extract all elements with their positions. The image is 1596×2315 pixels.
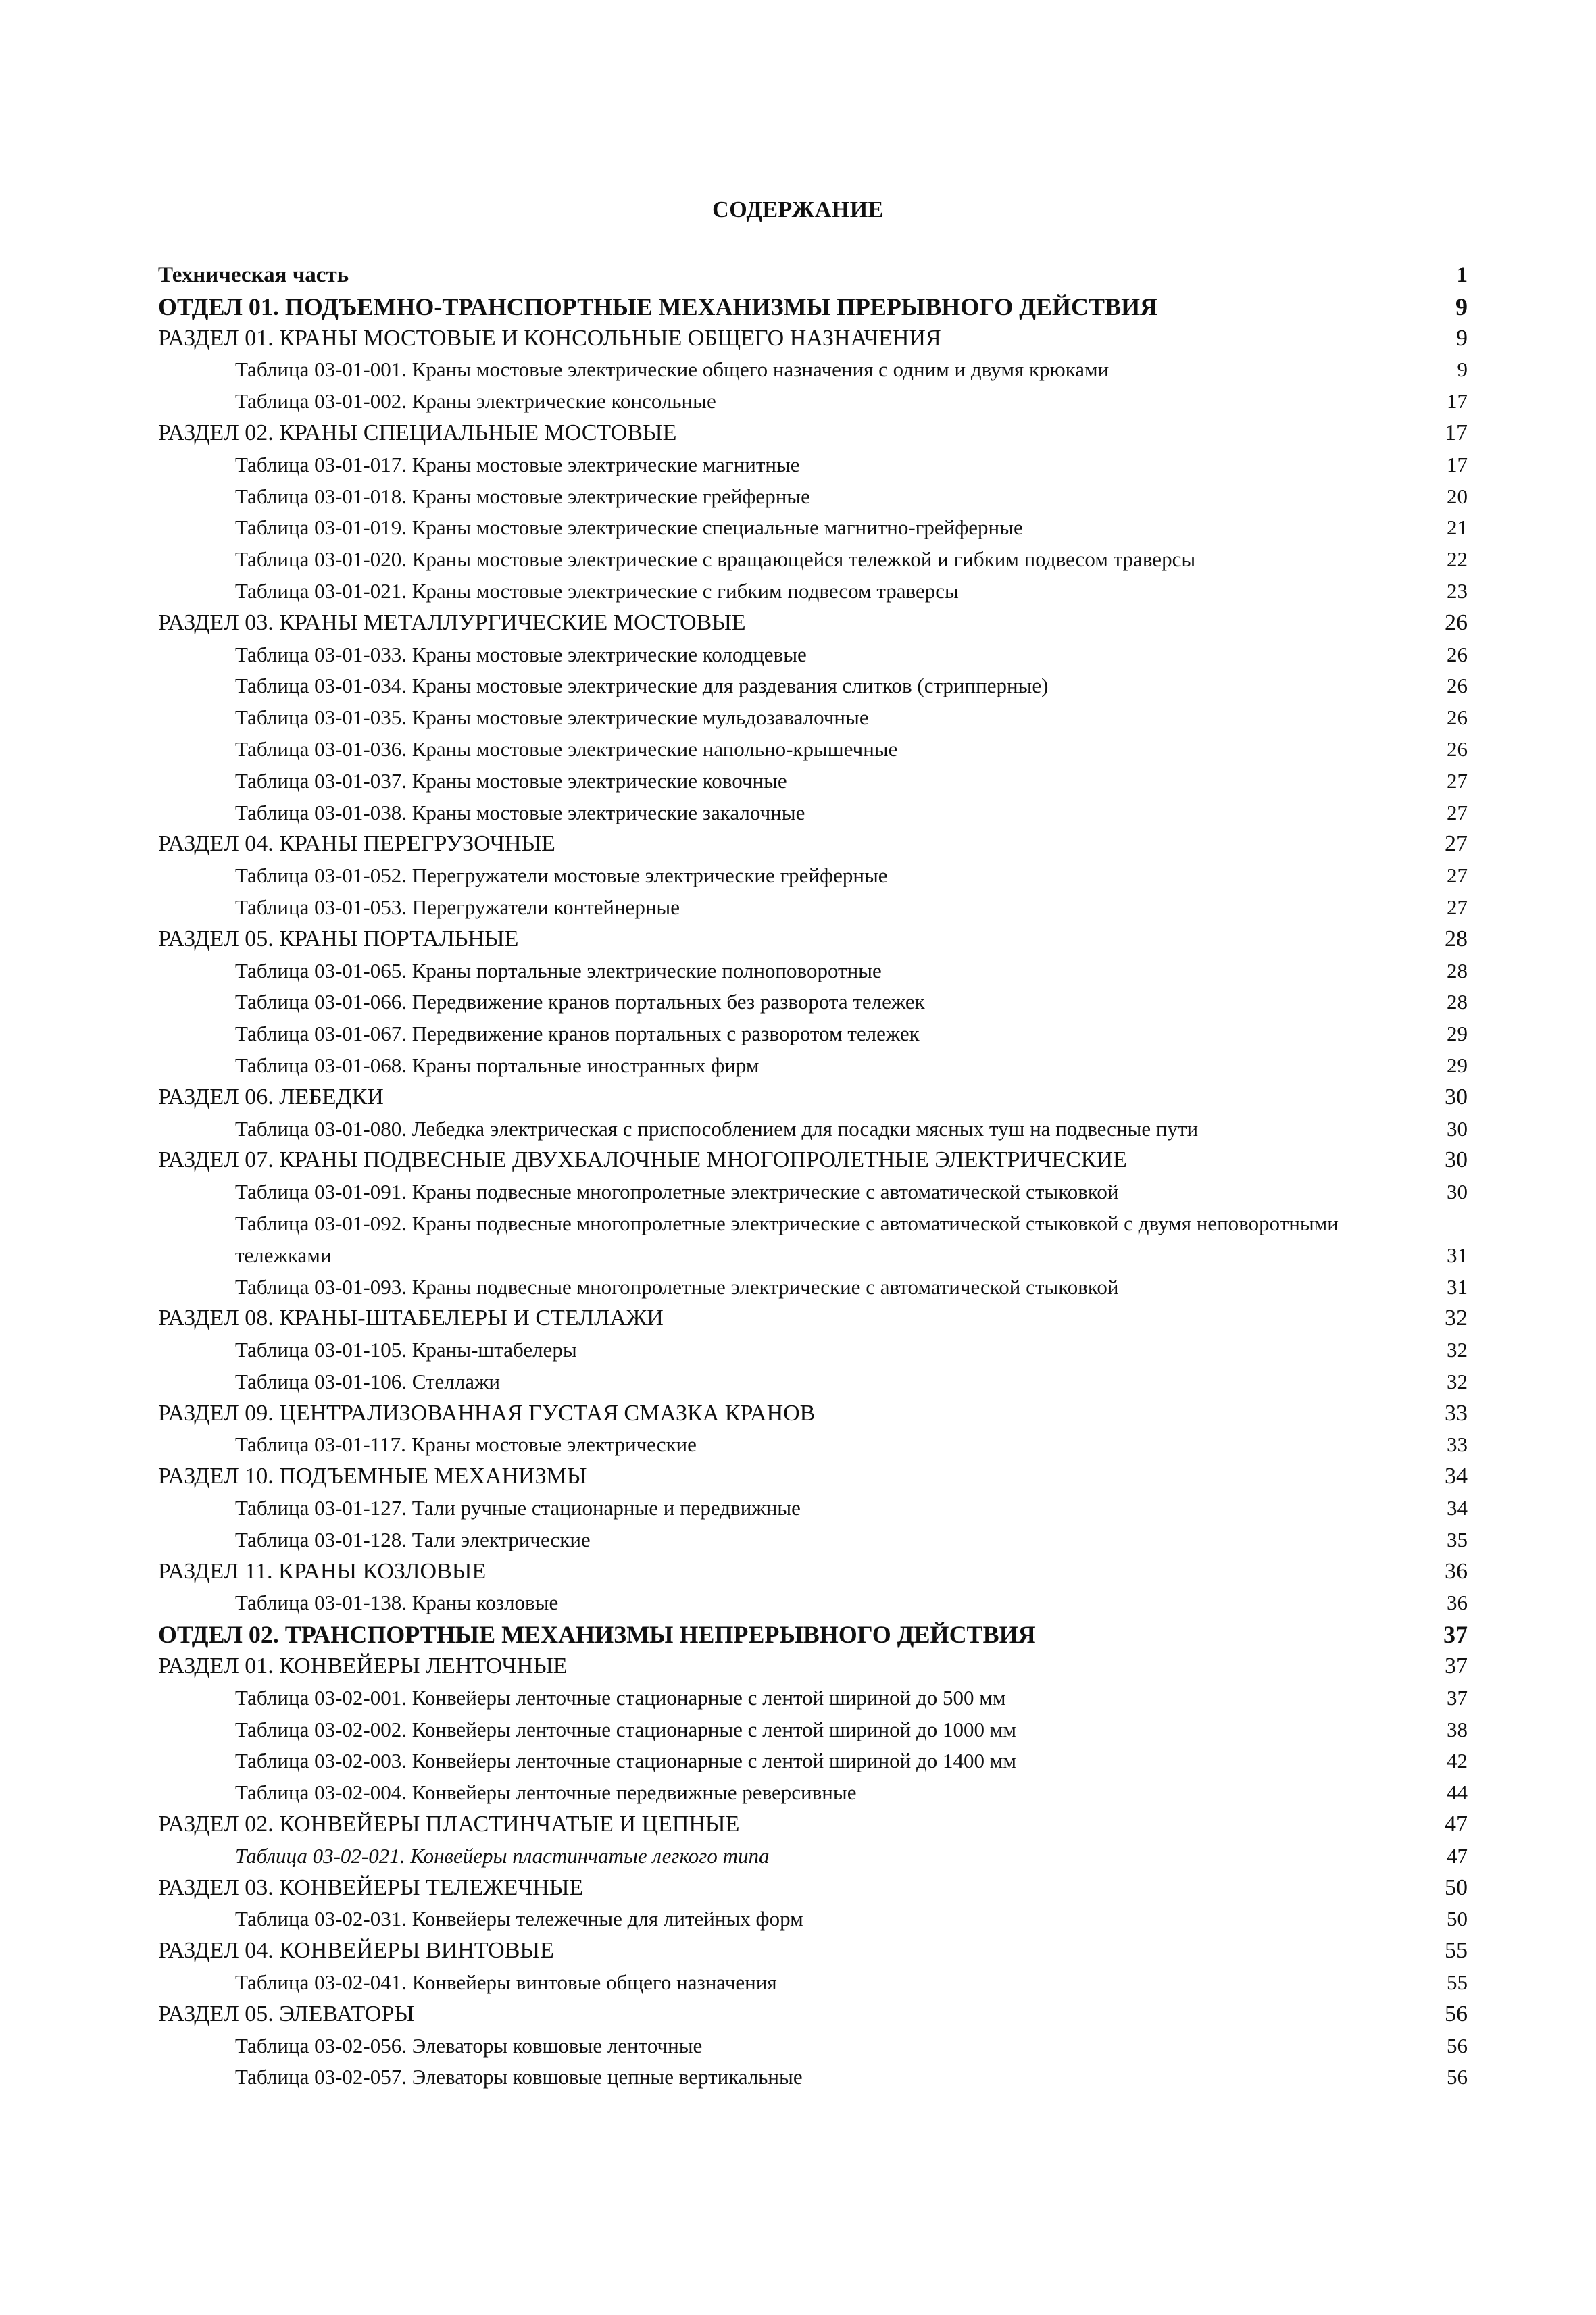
toc-entry-table[interactable]	[158, 449, 1468, 481]
toc-page-number: 26	[1445, 609, 1468, 635]
toc-page-number: 9	[1455, 293, 1468, 320]
toc-entry-table[interactable]	[158, 1335, 1468, 1366]
toc-entry-text: РАЗДЕЛ 10. ПОДЪЕМНЫЕ МЕХАНИЗМЫ	[158, 1464, 587, 1489]
toc-page-number: 20	[1447, 484, 1468, 508]
toc-entry-text: Таблица 03-01-067. Передвижение кранов портальных с разворотом тележек	[235, 1022, 920, 1046]
toc-page-number: 56	[1447, 2033, 1468, 2058]
toc-entry-text: Таблица 03-02-056. Элеваторы ковшовые ленточные	[235, 2033, 703, 2058]
toc-page-number: 32	[1445, 1305, 1468, 1331]
toc-entry-text: Таблица 03-01-035. Краны мостовые электрические мульдозавалочные	[235, 705, 869, 730]
toc-entry-text: РАЗДЕЛ 11. КРАНЫ КОЗЛОВЫЕ	[158, 1558, 487, 1584]
toc-entry-table[interactable]	[158, 1176, 1468, 1208]
toc-entry-text: Таблица 03-01-091. Краны подвесные многопролетные электрические с автоматической стыковкой	[235, 1180, 1119, 1204]
toc-entry-text: ОТДЕЛ 02. ТРАНСПОРТНЫЕ МЕХАНИЗМЫ НЕПРЕРЫВНОГО ДЕЙСТВИЯ	[158, 1621, 1036, 1649]
toc-entry-table[interactable]	[158, 1524, 1468, 1556]
toc-page-number: 30	[1445, 1147, 1468, 1173]
toc-entry-dept[interactable]	[158, 1619, 1468, 1651]
toc-page-number: 30	[1447, 1180, 1468, 1204]
toc-page-number: 42	[1447, 1749, 1468, 1773]
toc-entry-table[interactable]	[158, 1493, 1468, 1524]
toc-entry-table[interactable]	[158, 481, 1468, 513]
toc-entry-table[interactable]	[158, 1587, 1468, 1619]
toc-page-number: 56	[1445, 2001, 1468, 2026]
toc-entry-table[interactable]	[158, 1272, 1468, 1303]
toc-entry-text: Таблица 03-01-138. Краны козловые	[235, 1591, 559, 1615]
toc-entry-table[interactable]	[158, 1903, 1468, 1935]
toc-entry-text: РАЗДЕЛ 05. КРАНЫ ПОРТАЛЬНЫЕ	[158, 926, 519, 951]
toc-entry-text: РАЗДЕЛ 01. КОНВЕЙЕРЫ ЛЕНТОЧНЫЕ	[158, 1653, 568, 1679]
toc-entry-text: РАЗДЕЛ 09. ЦЕНТРАЛИЗОВАННАЯ ГУСТАЯ СМАЗКА КРАНОВ	[158, 1400, 816, 1426]
toc-page-number: 31	[1447, 1243, 1468, 1267]
toc-page-number: 56	[1447, 2065, 1468, 2089]
toc-entry-text: Таблица 03-01-019. Краны мостовые электрические специальные магнитно-грейферные	[235, 516, 1023, 540]
toc-entry-text: РАЗДЕЛ 04. КОНВЕЙЕРЫ ВИНТОВЫЕ	[158, 1938, 554, 1964]
toc-entry-table[interactable]	[158, 544, 1468, 576]
toc-entry-text: ОТДЕЛ 01. ПОДЪЕМНО-ТРАНСПОРТНЫЕ МЕХАНИЗМЫ ПРЕРЫВНОГО ДЕЙСТВИЯ	[158, 293, 1158, 320]
toc-page-number: 26	[1447, 642, 1468, 666]
toc-entry-table[interactable]	[158, 639, 1468, 671]
toc-entry-text: РАЗДЕЛ 03. КОНВЕЙЕРЫ ТЕЛЕЖЕЧНЫЕ	[158, 1874, 584, 1900]
toc-entry-table[interactable]	[158, 1967, 1468, 1999]
toc-page-number: 50	[1447, 1907, 1468, 1931]
table-of-contents	[158, 259, 1468, 2093]
toc-entry-text: Таблица 03-02-021. Конвейеры пластинчатые легкого типа	[235, 1843, 770, 1868]
toc-entry-table[interactable]	[158, 1777, 1468, 1809]
toc-entry-text: Таблица 03-01-117. Краны мостовые электрические	[235, 1433, 697, 1457]
toc-entry-sec[interactable]	[158, 1872, 1468, 1904]
toc-page-number: 1	[1456, 263, 1468, 287]
toc-entry-sec[interactable]	[158, 924, 1468, 955]
toc-page-number: 27	[1447, 768, 1468, 793]
toc-entry-text: Таблица 03-01-033. Краны мостовые электрические колодцевые	[235, 642, 807, 666]
toc-entry-text: Техническая часть	[158, 263, 349, 287]
toc-entry-table[interactable]	[158, 2031, 1468, 2062]
toc-entry-text: Таблица 03-01-105. Краны-штабелеры	[235, 1338, 577, 1362]
toc-entry-sec[interactable]	[158, 607, 1468, 639]
toc-page-number: 32	[1447, 1338, 1468, 1362]
toc-page-number: 32	[1447, 1369, 1468, 1393]
toc-page-number: 17	[1445, 420, 1468, 445]
toc-entry-table[interactable]	[158, 860, 1468, 892]
toc-entry-table[interactable]	[158, 576, 1468, 607]
toc-page-number: 9	[1456, 325, 1468, 351]
toc-entry-table[interactable]	[158, 1745, 1468, 1777]
toc-entry-table[interactable]	[158, 1429, 1468, 1461]
toc-entry-text: РАЗДЕЛ 07. КРАНЫ ПОДВЕСНЫЕ ДВУХБАЛОЧНЫЕ МНОГОПРОЛЕТНЫЕ ЭЛЕКТРИЧЕСКИЕ	[158, 1147, 1127, 1173]
toc-entry-table[interactable]	[158, 1366, 1468, 1398]
toc-page-number: 44	[1447, 1781, 1468, 1805]
toc-entry-text: РАЗДЕЛ 03. КРАНЫ МЕТАЛЛУРГИЧЕСКИЕ МОСТОВЫЕ	[158, 609, 746, 635]
toc-page-number: 26	[1447, 674, 1468, 698]
toc-page-number: 28	[1447, 990, 1468, 1014]
toc-entry-text: Таблица 03-02-001. Конвейеры ленточные стационарные с лентой шириной до 500 мм	[235, 1685, 1006, 1710]
toc-page-number: 33	[1447, 1433, 1468, 1457]
toc-page-number: 26	[1447, 705, 1468, 730]
toc-entry-text: Таблица 03-01-020. Краны мостовые электрические с вращающейся тележкой и гибким подвесом траверсы	[235, 547, 1196, 572]
toc-page-number: 26	[1447, 737, 1468, 761]
toc-page-number: 17	[1447, 389, 1468, 414]
toc-entry-table[interactable]	[158, 670, 1468, 702]
toc-entry-text: Таблица 03-01-038. Краны мостовые электрические закалочные	[235, 800, 805, 824]
toc-page-number: 55	[1445, 1938, 1468, 1964]
toc-page-number: 29	[1447, 1022, 1468, 1046]
page-title: СОДЕРЖАНИЕ	[712, 197, 884, 222]
toc-entry-text: РАЗДЕЛ 02. КОНВЕЙЕРЫ ПЛАСТИНЧАТЫЕ И ЦЕПНЫЕ	[158, 1812, 740, 1837]
toc-entry-text: РАЗДЕЛ 04. КРАНЫ ПЕРЕГРУЗОЧНЫЕ	[158, 831, 555, 857]
toc-page-number: 34	[1445, 1464, 1468, 1489]
toc-entry-table[interactable]	[158, 386, 1468, 418]
toc-entry-dept[interactable]	[158, 291, 1468, 323]
toc-entry-text: Таблица 03-01-128. Тали электрические	[235, 1527, 591, 1551]
toc-page-number: 30	[1447, 1116, 1468, 1141]
toc-entry-sec[interactable]	[158, 1809, 1468, 1841]
toc-entry-table[interactable]	[158, 1208, 1468, 1272]
toc-entry-text: Таблица 03-01-053. Перегружатели контейнерные	[235, 895, 680, 919]
toc-entry-table[interactable]	[158, 955, 1468, 987]
toc-entry-sec[interactable]	[158, 418, 1468, 449]
toc-entry-text: Таблица 03-02-004. Конвейеры ленточные передвижные реверсивные	[235, 1781, 857, 1805]
toc-entry-table[interactable]	[158, 987, 1468, 1018]
toc-entry-text: Таблица 03-02-003. Конвейеры ленточные стационарные с лентой шириной до 1400 мм	[235, 1749, 1016, 1773]
toc-entry-main[interactable]	[158, 259, 1468, 291]
toc-page-number: 37	[1445, 1653, 1468, 1679]
toc-entry-sec[interactable]	[158, 1935, 1468, 1967]
toc-entry-text: Таблица 03-01-066. Передвижение кранов портальных без разворота тележек	[235, 990, 925, 1014]
toc-entry-sec[interactable]	[158, 1145, 1468, 1176]
toc-page-number: 27	[1447, 864, 1468, 888]
toc-entry-text: Таблица 03-01-052. Перегружатели мостовые электрические грейферные	[235, 864, 888, 888]
toc-entry-table[interactable]	[158, 766, 1468, 797]
toc-entry-sec[interactable]	[158, 1303, 1468, 1335]
toc-entry-sec[interactable]	[158, 323, 1468, 355]
toc-page-number: 17	[1447, 452, 1468, 476]
toc-page-number: 21	[1447, 516, 1468, 540]
toc-entry-table[interactable]	[158, 702, 1468, 734]
toc-page-number: 34	[1447, 1496, 1468, 1520]
toc-entry-text: Таблица 03-02-041. Конвейеры винтовые общего назначения	[235, 1970, 777, 1995]
toc-entry-text: РАЗДЕЛ 08. КРАНЫ-ШТАБЕЛЕРЫ И СТЕЛЛАЖИ	[158, 1305, 664, 1331]
toc-entry-sec[interactable]	[158, 1999, 1468, 2031]
toc-entry-table[interactable]	[158, 512, 1468, 544]
toc-page-number: 9	[1457, 357, 1468, 382]
toc-entry-text: Таблица 03-01-093. Краны подвесные многопролетные электрические с автоматической стыковкой	[235, 1274, 1119, 1299]
toc-page-number: 36	[1447, 1591, 1468, 1615]
toc-entry-text: Таблица 03-01-065. Краны портальные электрические полноповоротные	[235, 958, 882, 982]
toc-entry-text: РАЗДЕЛ 02. КРАНЫ СПЕЦИАЛЬНЫЕ МОСТОВЫЕ	[158, 420, 677, 445]
toc-entry-table[interactable]	[158, 1714, 1468, 1746]
toc-page-number: 47	[1445, 1812, 1468, 1837]
toc-entry-text: РАЗДЕЛ 01. КРАНЫ МОСТОВЫЕ И КОНСОЛЬНЫЕ ОБЩЕГО НАЗНАЧЕНИЯ	[158, 325, 941, 351]
toc-page-number: 27	[1447, 895, 1468, 919]
toc-page-number: 37	[1443, 1621, 1468, 1649]
toc-page-number: 47	[1447, 1843, 1468, 1868]
toc-entry-table[interactable]	[158, 1114, 1468, 1145]
toc-entry-table[interactable]	[158, 797, 1468, 829]
toc-entry-table[interactable]	[158, 1841, 1468, 1872]
toc-page-number: 55	[1447, 1970, 1468, 1995]
toc-page-number: 28	[1445, 926, 1468, 951]
toc-entry-table[interactable]	[158, 1018, 1468, 1050]
toc-entry-text: Таблица 03-01-017. Краны мостовые электрические магнитные	[235, 452, 800, 476]
toc-entry-sec[interactable]	[158, 1461, 1468, 1493]
toc-entry-sec[interactable]	[158, 1398, 1468, 1430]
toc-entry-text: Таблица 03-01-068. Краны портальные иностранных фирм	[235, 1053, 759, 1077]
toc-entry-table[interactable]	[158, 892, 1468, 924]
toc-entry-sec[interactable]	[158, 1651, 1468, 1683]
toc-page-number: 22	[1447, 547, 1468, 572]
toc-entry-text: Таблица 03-01-127. Тали ручные стационарные и передвижные	[235, 1496, 801, 1520]
toc-page-number: 35	[1447, 1527, 1468, 1551]
toc-page-number: 27	[1445, 831, 1468, 857]
toc-entry-text: РАЗДЕЛ 05. ЭЛЕВАТОРЫ	[158, 2001, 414, 2026]
toc-page-number: 33	[1445, 1400, 1468, 1426]
toc-page-number: 38	[1447, 1717, 1468, 1741]
toc-entry-text: Таблица 03-01-018. Краны мостовые электрические грейферные	[235, 484, 810, 508]
toc-entry-text: Таблица 03-01-106. Стеллажи	[235, 1369, 501, 1393]
toc-entry-text: РАЗДЕЛ 06. ЛЕБЕДКИ	[158, 1084, 384, 1110]
toc-page-number: 50	[1445, 1874, 1468, 1900]
toc-page-number: 37	[1447, 1685, 1468, 1710]
toc-entry-text: Таблица 03-02-057. Элеваторы ковшовые цепные вертикальные	[235, 2065, 803, 2089]
toc-entry-text: Таблица 03-02-002. Конвейеры ленточные стационарные с лентой шириной до 1000 мм	[235, 1717, 1016, 1741]
toc-entry-text: Таблица 03-01-092. Краны подвесные многопролетные электрические с автоматической стыковкой с двумя неповоротными тележками	[235, 1211, 1339, 1267]
toc-entry-text: Таблица 03-01-034. Краны мостовые электрические для раздевания слитков (стрипперные)	[235, 674, 1049, 698]
toc-page-number: 28	[1447, 958, 1468, 982]
toc-entry-text: Таблица 03-01-037. Краны мостовые электрические ковочные	[235, 768, 787, 793]
toc-entry-table[interactable]	[158, 1050, 1468, 1082]
toc-entry-table[interactable]	[158, 354, 1468, 386]
toc-entry-text: Таблица 03-01-021. Краны мостовые электрические с гибким подвесом траверсы	[235, 578, 959, 603]
toc-entry-table[interactable]	[158, 1683, 1468, 1714]
toc-page-number: 30	[1445, 1084, 1468, 1110]
toc-entry-sec[interactable]	[158, 1556, 1468, 1588]
toc-entry-table[interactable]	[158, 2062, 1468, 2093]
toc-entry-text: Таблица 03-01-001. Краны мостовые электрические общего назначения с одним и двумя крюками	[235, 357, 1109, 382]
toc-entry-table[interactable]	[158, 734, 1468, 766]
toc-entry-text: Таблица 03-01-080. Лебедка электрическая с приспособлением для посадки мясных туш на подвесные пути	[235, 1116, 1199, 1141]
toc-entry-sec[interactable]	[158, 828, 1468, 860]
toc-page-number: 36	[1445, 1558, 1468, 1584]
toc-page-number: 31	[1447, 1274, 1468, 1299]
toc-entry-text: Таблица 03-01-036. Краны мостовые электрические напольно-крышечные	[235, 737, 898, 761]
toc-page-number: 27	[1447, 800, 1468, 824]
toc-entry-text: Таблица 03-02-031. Конвейеры тележечные для литейных форм	[235, 1907, 803, 1931]
toc-entry-text: Таблица 03-01-002. Краны электрические консольные	[235, 389, 716, 414]
toc-page-number: 23	[1447, 578, 1468, 603]
toc-page-number: 29	[1447, 1053, 1468, 1077]
toc-entry-sec[interactable]	[158, 1082, 1468, 1114]
